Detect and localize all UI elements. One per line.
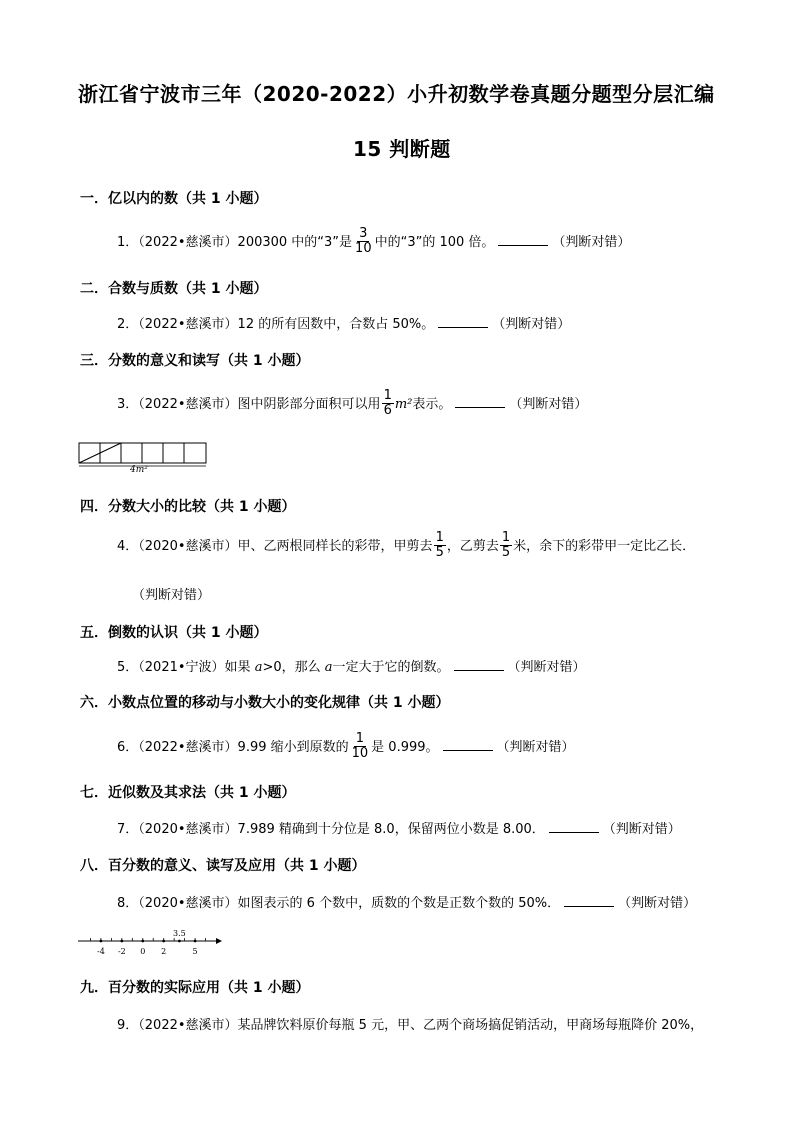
question-text: 如图表示的 6 个数中，质数的个数是正数个数的 50%．: [237, 896, 561, 911]
question-instruction: （判断对错）: [496, 740, 575, 755]
answer-blank[interactable]: [438, 315, 488, 328]
section-heading: 五．倒数的认识（共 1 小题）: [80, 625, 268, 641]
fraction-denominator: 5: [435, 545, 444, 560]
page-subtitle: 15 判断题: [353, 137, 451, 161]
question-instruction: （判断对错）: [618, 896, 697, 911]
number-point: [100, 940, 103, 943]
section-heading: 八．百分数的意义、读写及应用（共 1 小题）: [80, 858, 366, 874]
fraction-numerator: 1: [435, 530, 444, 545]
question-text: 某品牌饮料原价每瓶 5 元，甲、乙两个商场搞促销活动，甲商场每瓶降价 20%，: [237, 1018, 704, 1033]
fraction-numerator: 1: [501, 530, 511, 545]
question-source: （2022•慈溪市）: [138, 1018, 238, 1033]
question-text: 一定大于它的倒数。: [332, 660, 450, 675]
question-text: >0，那么: [262, 660, 325, 675]
question-instruction: （判断对错）: [552, 235, 631, 250]
number-point: [194, 940, 197, 943]
question-source: （2022•慈溪市）: [138, 397, 238, 412]
figure-label: 4m²: [130, 465, 148, 472]
question-9: [117, 1014, 703, 1033]
question-number: 7．: [117, 822, 139, 837]
question-source: （2020•慈溪市）: [138, 539, 238, 554]
question-source: （2020•慈溪市）: [138, 896, 238, 911]
question-source: （2022•慈溪市）: [138, 317, 238, 332]
question-instruction: （判断对错）: [602, 822, 681, 837]
question-2: [117, 313, 570, 332]
question-number: 2．: [117, 317, 139, 332]
number-point: [178, 940, 181, 943]
question-text: 如果: [224, 660, 255, 675]
question-text: ，乙剪去: [446, 539, 499, 554]
section-heading: 六．小数点位置的移动与小数大小的变化规律（共 1 小题）: [80, 695, 450, 711]
question-instruction: （判断对错）: [492, 317, 571, 332]
question-5: [117, 656, 586, 675]
question-text: 12 的所有因数中，合数占 50%。: [237, 317, 435, 332]
number-label: 2: [161, 947, 167, 956]
question-number: 5．: [117, 660, 139, 675]
section-heading: 三．分数的意义和读写（共 1 小题）: [80, 353, 310, 369]
answer-blank[interactable]: [564, 894, 614, 907]
number-label: 3.5: [173, 929, 186, 938]
fraction: [500, 531, 512, 560]
fraction-denominator: 10: [351, 746, 369, 761]
question-text: 200300 中的“3”是: [237, 235, 353, 250]
answer-blank[interactable]: [498, 233, 548, 246]
question-text: 7.989 精确到十分位是 8.0，保留两位小数是 8.00．: [237, 822, 545, 837]
section-heading: 七．近似数及其求法（共 1 小题）: [80, 785, 296, 801]
question-number: 8．: [117, 896, 139, 911]
question-number: 3．: [117, 397, 139, 412]
question-instruction: （判断对错）: [507, 660, 586, 675]
question-instruction: （判断对错）: [132, 588, 211, 603]
question-number: 4．: [117, 539, 139, 554]
question-number: 9．: [117, 1018, 139, 1033]
number-label: -4: [97, 947, 105, 956]
section-heading: 四．分数大小的比较（共 1 小题）: [80, 499, 296, 515]
question-7: [117, 818, 681, 837]
question-6: [117, 733, 575, 762]
question-text: 中的“3”的 100 倍。: [374, 235, 495, 250]
question-1: [117, 228, 630, 257]
number-point: [162, 940, 165, 943]
question-source: （2022•慈溪市）: [138, 740, 238, 755]
number-line: [76, 928, 226, 958]
question-text: 9.99 缩小到原数的: [237, 740, 349, 755]
fraction: [353, 227, 374, 256]
fraction-numerator: 1: [383, 388, 392, 403]
answer-blank[interactable]: [454, 658, 504, 671]
fraction: [434, 531, 446, 560]
question-source: （2021•宁波）: [138, 660, 225, 675]
fraction-denominator: 6: [383, 403, 392, 418]
question-text: 图中阴影部分面积可以用: [237, 397, 381, 412]
unit: m²: [394, 397, 413, 412]
page-title: 浙江省宁波市三年（2020-2022）小升初数学卷真题分题型分层汇编: [78, 82, 715, 106]
question-text: 米，余下的彩带甲一定比乙长．: [513, 539, 696, 554]
fraction-numerator: 1: [355, 731, 365, 746]
question-number: 1．: [117, 235, 139, 250]
number-label: -2: [117, 947, 126, 956]
answer-blank[interactable]: [443, 738, 493, 751]
fraction-denominator: 10: [355, 241, 372, 256]
question-source: （2020•慈溪市）: [138, 822, 238, 837]
section-heading: 二．合数与质数（共 1 小题）: [80, 281, 268, 297]
number-label: 0: [140, 947, 146, 956]
question-text: 是 0.999。: [371, 740, 439, 755]
axis-arrow: [216, 938, 222, 944]
number-point: [120, 940, 123, 943]
answer-blank[interactable]: [455, 395, 505, 408]
question-source: （2022•慈溪市）: [138, 235, 238, 250]
number-label: 5: [192, 947, 198, 956]
fraction: [382, 389, 394, 418]
fraction-denominator: 5: [501, 545, 511, 560]
question-text: 表示。: [412, 397, 452, 412]
question-number: 6．: [117, 740, 139, 755]
number-point: [141, 940, 144, 943]
question-3: [117, 390, 587, 419]
section-heading: 九．百分数的实际应用（共 1 小题）: [80, 980, 310, 996]
question-instruction: （判断对错）: [509, 397, 588, 412]
fraction-numerator: 3: [359, 226, 368, 241]
fraction: [350, 732, 371, 761]
question-4: [117, 532, 695, 561]
rectangle-figure: [78, 442, 210, 472]
answer-blank[interactable]: [549, 820, 599, 833]
variable: a: [324, 660, 333, 675]
question-8: [117, 892, 696, 911]
section-heading: 一．亿以内的数（共 1 小题）: [80, 191, 268, 207]
question-text: 甲、乙两根同样长的彩带，甲剪去: [237, 539, 433, 554]
variable: a: [254, 660, 263, 675]
